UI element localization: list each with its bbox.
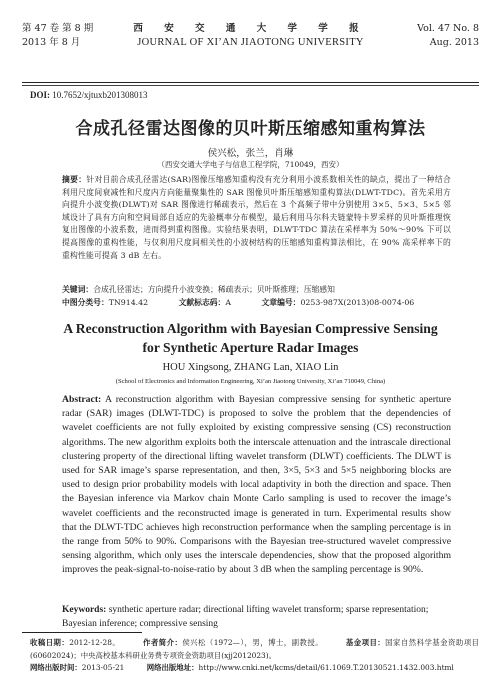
authors-cn: 侯兴松，张兰，肖琳 bbox=[207, 148, 294, 159]
abstract-en-label: Abstract: bbox=[62, 394, 102, 405]
title-en-line2: for Synthetic Aperture Radar Images bbox=[142, 340, 359, 355]
classification-line bbox=[62, 297, 471, 309]
doi-line bbox=[30, 90, 148, 100]
header-right bbox=[417, 22, 479, 50]
volume-cn: 第 47 卷 第 8 期 bbox=[22, 23, 94, 34]
abstract-en bbox=[62, 393, 451, 578]
doi-label: DOI: bbox=[30, 90, 50, 100]
fund-text: 国家自然科学基金资助项目(60602024)；中央高校基本科研业务费专项资金资助项目(xjj2012023)。 bbox=[30, 638, 479, 660]
affiliation-cn: （西安交通大学电子与信息工程学院，710049，西安） bbox=[157, 160, 344, 169]
volume-en: Vol. 47 No. 8 bbox=[417, 23, 479, 34]
abstract-cn-text: 针对目前合成孔径雷达(SAR)图像压缩感知重构没有充分利用小波系数相关性的缺点，提出了一种结合利用尺度间衰减性和尺度内方向能量聚集性的 SAR 图像贝叶斯压缩感知重构算法(DLWT-TDC)。首先采用方向提升小波变换(DLWT)对 SAR 图像进行稀疏表示，然后在 3 个高频子带中分别使用 3×5、5×3、5×5 邻域设计了具有方向和空间局部自适应的先验概率分布模型，最后利用马尔科夫链蒙特卡罗采样的贝叶斯推理恢复出图像的小波系数，进而得到重构图像。实验结果表明，DLWT-TDC 算法在采样率为 50%～90% 下可以提高图像的重构性能，与仅利用尺度间相关性的小波树结构的压缩感知重构算法相比，在 90% 高采样率下的重构性能可提高 3 dB 左右。 bbox=[62, 175, 451, 260]
abstract-cn bbox=[62, 174, 451, 262]
author-bio-label: 作者简介： bbox=[143, 638, 183, 647]
keywords-cn-text: 合成孔径雷达；方向提升小波变换；稀疏表示；贝叶斯推理；压缩感知 bbox=[93, 285, 335, 294]
date-cn: 2013 年 8 月 bbox=[22, 37, 81, 48]
keywords-en-text: synthetic aperture radar; directional lifting wavelet transform; sparse representation; Bayesian inference; compressive sensing bbox=[62, 605, 429, 629]
keywords-cn bbox=[62, 284, 451, 296]
running-header bbox=[22, 22, 479, 58]
header-center bbox=[22, 22, 479, 50]
article-no-label: 文章编号： bbox=[261, 298, 301, 307]
keywords-en-label: Keywords: bbox=[62, 605, 107, 615]
doc-code-label: 文献标志码： bbox=[178, 298, 226, 307]
affiliation-en: (School of Electronics and Information Engineering, Xi’an Jiaotong University, Xi’an 710049, China) bbox=[115, 378, 386, 385]
doc-code-value: A bbox=[225, 298, 231, 307]
journal-name-cn: 西 安 交 通 大 学 学 报 bbox=[133, 23, 368, 34]
title-en-line1: A Reconstruction Algorithm with Bayesian Compressive Sensing bbox=[63, 321, 438, 336]
class-label: 中图分类号： bbox=[62, 298, 109, 307]
pubdate-label: 网络出版时间： bbox=[30, 663, 82, 672]
url-label: 网络出版地址： bbox=[146, 663, 199, 672]
pubdate: 2013-05-21 bbox=[81, 663, 125, 672]
url-text: http://www.cnki.net/kcms/detail/61.1069.T.20130521.1432.003.html bbox=[198, 663, 454, 672]
date-en: Aug. 2013 bbox=[429, 37, 479, 48]
header-rule-thin bbox=[22, 85, 479, 86]
abstract-cn-label: 摘要： bbox=[62, 175, 87, 184]
author-bio: 侯兴松（1972—），男，博士，副教授。 bbox=[182, 638, 324, 647]
article-no-value: 0253-987X(2013)08-0074-06 bbox=[300, 298, 415, 307]
received-date: 2012-12-28。 bbox=[69, 638, 121, 647]
received-label: 收稿日期： bbox=[30, 638, 70, 647]
journal-name-en: JOURNAL OF XI’AN JIAOTONG UNIVERSITY bbox=[137, 37, 364, 48]
fund-label: 基金项目： bbox=[345, 638, 386, 647]
footnote bbox=[30, 637, 479, 675]
abstract-en-text: A reconstruction algorithm with Bayesian compressive sensing for synthetic aperture radar (SAR) images (DLWT-TDC) is proposed to solve the problem that the dependencies of wavelet coefficients are not fully exploited by existing compressive sensing (CS) reconstruction algorithms. The new algorithm exploits both the interscale attenuation and the intrascale directional clustering property of the directional lifting wavelet transform (DLWT) coefficients. The DLWT is used for SAR image’s sparse representation, and then, 3×5, 5×3 and 5×5 neighboring blocks are used to design prior probability models with local adaptivity in both the direction and space. Then the Bayesian inference via Markov chain Monte Carlo sampling is used to recover the image’s wavelet coefficients and the reconstructed image is generated in turn. Experimental results show that the DLWT-TDC achieves high reconstruction performance when the sampling percentage is in the range from 50% to 90%. Comparisons with the Bayesian tree-structured wavelet compressive sensing algorithm, which only uses the interscale dependencies, show that the proposed algorithm improves the peak-signal-to-noise-ratio by about 3 dB when the sampling percentage is 90%. bbox=[62, 394, 451, 576]
keywords-en bbox=[62, 603, 451, 631]
doi-value: 10.7652/xjtuxb201308013 bbox=[52, 90, 148, 100]
title-cn: 合成孔径雷达图像的贝叶斯压缩感知重构算法 bbox=[75, 119, 426, 139]
footnote-rule bbox=[22, 632, 142, 633]
authors-en: HOU Xingsong, ZHANG Lan, XIAO Lin bbox=[162, 362, 339, 373]
keywords-cn-label: 关键词： bbox=[62, 285, 94, 294]
title-en bbox=[0, 319, 501, 357]
class-value: TN914.42 bbox=[108, 298, 149, 307]
header-rule bbox=[22, 82, 479, 83]
